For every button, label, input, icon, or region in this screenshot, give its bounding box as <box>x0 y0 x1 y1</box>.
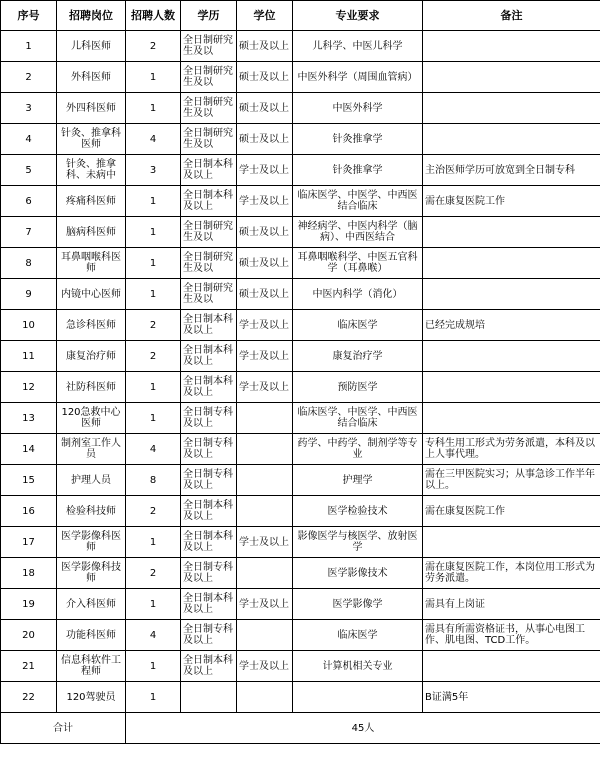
table-row <box>1 310 600 341</box>
cell-position: 医学影像科技师 <box>57 558 126 589</box>
cell-count: 2 <box>126 31 181 62</box>
cell-degree <box>237 434 293 465</box>
cell-note: 需在康复医院工作，本岗位用工形式为劳务派遣。 <box>423 558 600 589</box>
cell-education: 全日制专科及以上 <box>181 403 237 434</box>
cell-education: 全日制研究生及以 <box>181 279 237 310</box>
cell-count: 1 <box>126 93 181 124</box>
cell-position: 儿科医师 <box>57 31 126 62</box>
header-degree: 学位 <box>237 1 293 31</box>
cell-seq: 18 <box>1 558 57 589</box>
cell-degree: 硕士及以上 <box>237 248 293 279</box>
header-education: 学历 <box>181 1 237 31</box>
cell-degree <box>237 620 293 651</box>
cell-degree <box>237 465 293 496</box>
cell-note: 需在三甲医院实习；从事急诊工作半年以上。 <box>423 465 600 496</box>
cell-major: 临床医学、中医学、中西医结合临床 <box>293 186 423 217</box>
cell-position: 脑病科医师 <box>57 217 126 248</box>
cell-major: 中医内科学（消化） <box>293 279 423 310</box>
cell-position: 120急救中心医师 <box>57 403 126 434</box>
cell-note <box>423 62 600 93</box>
cell-note <box>423 124 600 155</box>
header-seq: 序号 <box>1 1 57 31</box>
cell-position: 医学影像科医师 <box>57 527 126 558</box>
cell-note <box>423 279 600 310</box>
cell-major: 护理学 <box>293 465 423 496</box>
table-row <box>1 217 600 248</box>
cell-seq: 22 <box>1 682 57 713</box>
cell-count: 2 <box>126 341 181 372</box>
cell-note: 需在康复医院工作 <box>423 186 600 217</box>
cell-degree: 学士及以上 <box>237 186 293 217</box>
cell-degree <box>237 682 293 713</box>
table-row <box>1 434 600 465</box>
cell-note <box>423 527 600 558</box>
cell-education: 全日制研究生及以 <box>181 248 237 279</box>
cell-major: 临床医学 <box>293 310 423 341</box>
cell-note <box>423 651 600 682</box>
cell-count: 1 <box>126 248 181 279</box>
total-row <box>1 713 600 744</box>
cell-count: 4 <box>126 124 181 155</box>
cell-education: 全日制本科及以上 <box>181 310 237 341</box>
cell-degree: 硕士及以上 <box>237 31 293 62</box>
cell-note <box>423 93 600 124</box>
cell-major: 医学影像学 <box>293 589 423 620</box>
cell-major: 针灸推拿学 <box>293 124 423 155</box>
table-row <box>1 651 600 682</box>
cell-count: 1 <box>126 62 181 93</box>
cell-position: 针灸、推拿科、未病中 <box>57 155 126 186</box>
cell-major: 医学影像技术 <box>293 558 423 589</box>
cell-seq: 16 <box>1 496 57 527</box>
table-body <box>1 31 600 713</box>
cell-note <box>423 248 600 279</box>
table-row <box>1 620 600 651</box>
cell-count: 1 <box>126 372 181 403</box>
table-row <box>1 279 600 310</box>
cell-seq: 13 <box>1 403 57 434</box>
cell-major: 临床医学 <box>293 620 423 651</box>
cell-education: 全日制研究生及以 <box>181 93 237 124</box>
cell-education: 全日制本科及以上 <box>181 651 237 682</box>
cell-count: 2 <box>126 558 181 589</box>
cell-seq: 4 <box>1 124 57 155</box>
cell-seq: 5 <box>1 155 57 186</box>
table-row <box>1 496 600 527</box>
cell-major: 药学、中药学、制剂学等专业 <box>293 434 423 465</box>
cell-degree: 硕士及以上 <box>237 124 293 155</box>
cell-note: 专科生用工形式为劳务派遣，本科及以上人事代理。 <box>423 434 600 465</box>
cell-note: 已经完成规培 <box>423 310 600 341</box>
cell-education: 全日制本科及以上 <box>181 589 237 620</box>
cell-education: 全日制研究生及以 <box>181 124 237 155</box>
cell-position: 外科医师 <box>57 62 126 93</box>
cell-degree: 学士及以上 <box>237 372 293 403</box>
cell-major: 神经病学、中医内科学（脑病）、中西医结合 <box>293 217 423 248</box>
cell-seq: 6 <box>1 186 57 217</box>
cell-education: 全日制专科及以上 <box>181 465 237 496</box>
cell-education <box>181 682 237 713</box>
cell-count: 1 <box>126 527 181 558</box>
cell-seq: 2 <box>1 62 57 93</box>
cell-count: 1 <box>126 403 181 434</box>
cell-position: 信息科软件工程师 <box>57 651 126 682</box>
header-count: 招聘人数 <box>126 1 181 31</box>
cell-seq: 7 <box>1 217 57 248</box>
cell-major: 医学检验技术 <box>293 496 423 527</box>
cell-degree: 学士及以上 <box>237 155 293 186</box>
cell-seq: 8 <box>1 248 57 279</box>
table-row <box>1 465 600 496</box>
cell-education: 全日制本科及以上 <box>181 186 237 217</box>
cell-count: 2 <box>126 310 181 341</box>
total-value: 45人 <box>126 713 600 744</box>
cell-count: 1 <box>126 186 181 217</box>
cell-count: 1 <box>126 651 181 682</box>
cell-position: 介入科医师 <box>57 589 126 620</box>
cell-note <box>423 403 600 434</box>
cell-position: 制剂室工作人员 <box>57 434 126 465</box>
cell-education: 全日制专科及以上 <box>181 620 237 651</box>
cell-major: 康复治疗学 <box>293 341 423 372</box>
table-row <box>1 527 600 558</box>
cell-note: B证满5年 <box>423 682 600 713</box>
cell-education: 全日制本科及以上 <box>181 341 237 372</box>
cell-seq: 9 <box>1 279 57 310</box>
header-position: 招聘岗位 <box>57 1 126 31</box>
cell-degree: 学士及以上 <box>237 310 293 341</box>
cell-education: 全日制本科及以上 <box>181 496 237 527</box>
cell-position: 急诊科医师 <box>57 310 126 341</box>
cell-count: 4 <box>126 434 181 465</box>
table-row <box>1 682 600 713</box>
table-row <box>1 372 600 403</box>
cell-seq: 3 <box>1 93 57 124</box>
cell-seq: 20 <box>1 620 57 651</box>
cell-note <box>423 217 600 248</box>
table-row <box>1 31 600 62</box>
cell-count: 4 <box>126 620 181 651</box>
cell-degree: 硕士及以上 <box>237 62 293 93</box>
cell-position: 康复治疗师 <box>57 341 126 372</box>
cell-seq: 10 <box>1 310 57 341</box>
cell-major: 儿科学、中医儿科学 <box>293 31 423 62</box>
cell-count: 2 <box>126 496 181 527</box>
cell-major: 计算机相关专业 <box>293 651 423 682</box>
cell-education: 全日制本科及以上 <box>181 527 237 558</box>
cell-major: 中医外科学（周围血管病） <box>293 62 423 93</box>
cell-note: 需在康复医院工作 <box>423 496 600 527</box>
cell-degree: 学士及以上 <box>237 651 293 682</box>
cell-count: 1 <box>126 279 181 310</box>
cell-degree: 硕士及以上 <box>237 279 293 310</box>
cell-count: 1 <box>126 589 181 620</box>
header-major: 专业要求 <box>293 1 423 31</box>
cell-seq: 11 <box>1 341 57 372</box>
cell-note: 需具有所需资格证书，从事心电图工作、肌电图、TCD工作。 <box>423 620 600 651</box>
cell-position: 耳鼻咽喉科医师 <box>57 248 126 279</box>
cell-seq: 14 <box>1 434 57 465</box>
cell-education: 全日制研究生及以 <box>181 62 237 93</box>
cell-position: 针灸、推拿科医师 <box>57 124 126 155</box>
cell-position: 检验科技师 <box>57 496 126 527</box>
cell-position: 外四科医师 <box>57 93 126 124</box>
cell-seq: 21 <box>1 651 57 682</box>
table-row <box>1 155 600 186</box>
cell-education: 全日制研究生及以 <box>181 31 237 62</box>
cell-note: 主治医师学历可放宽到全日制专科 <box>423 155 600 186</box>
table-row <box>1 186 600 217</box>
cell-major: 临床医学、中医学、中西医结合临床 <box>293 403 423 434</box>
cell-count: 3 <box>126 155 181 186</box>
cell-count: 1 <box>126 682 181 713</box>
cell-degree: 学士及以上 <box>237 527 293 558</box>
header-note: 备注 <box>423 1 600 31</box>
cell-degree: 硕士及以上 <box>237 93 293 124</box>
table-row <box>1 558 600 589</box>
cell-major: 耳鼻咽喉科学、中医五官科学（耳鼻喉） <box>293 248 423 279</box>
table-row <box>1 403 600 434</box>
cell-position: 社防科医师 <box>57 372 126 403</box>
cell-note <box>423 372 600 403</box>
cell-seq: 12 <box>1 372 57 403</box>
cell-seq: 1 <box>1 31 57 62</box>
header-row <box>1 1 600 31</box>
table-row <box>1 62 600 93</box>
table-row <box>1 93 600 124</box>
total-label: 合计 <box>1 713 126 744</box>
cell-degree: 学士及以上 <box>237 589 293 620</box>
cell-position: 疼痛科医师 <box>57 186 126 217</box>
table-row <box>1 341 600 372</box>
cell-major <box>293 682 423 713</box>
cell-major: 中医外科学 <box>293 93 423 124</box>
cell-note <box>423 341 600 372</box>
cell-education: 全日制研究生及以 <box>181 217 237 248</box>
cell-degree: 硕士及以上 <box>237 217 293 248</box>
cell-note <box>423 31 600 62</box>
cell-seq: 15 <box>1 465 57 496</box>
table-row <box>1 248 600 279</box>
cell-seq: 19 <box>1 589 57 620</box>
cell-education: 全日制本科及以上 <box>181 155 237 186</box>
cell-note: 需具有上岗证 <box>423 589 600 620</box>
cell-degree <box>237 496 293 527</box>
cell-position: 护理人员 <box>57 465 126 496</box>
table-row <box>1 589 600 620</box>
cell-education: 全日制专科及以上 <box>181 434 237 465</box>
cell-position: 功能科医师 <box>57 620 126 651</box>
cell-position: 内镜中心医师 <box>57 279 126 310</box>
cell-degree <box>237 403 293 434</box>
cell-education: 全日制本科及以上 <box>181 372 237 403</box>
cell-degree: 学士及以上 <box>237 341 293 372</box>
cell-count: 1 <box>126 217 181 248</box>
cell-seq: 17 <box>1 527 57 558</box>
cell-count: 8 <box>126 465 181 496</box>
cell-degree <box>237 558 293 589</box>
cell-major: 针灸推拿学 <box>293 155 423 186</box>
table-row <box>1 124 600 155</box>
cell-position: 120驾驶员 <box>57 682 126 713</box>
cell-education: 全日制专科及以上 <box>181 558 237 589</box>
cell-major: 影像医学与核医学、放射医学 <box>293 527 423 558</box>
cell-major: 预防医学 <box>293 372 423 403</box>
